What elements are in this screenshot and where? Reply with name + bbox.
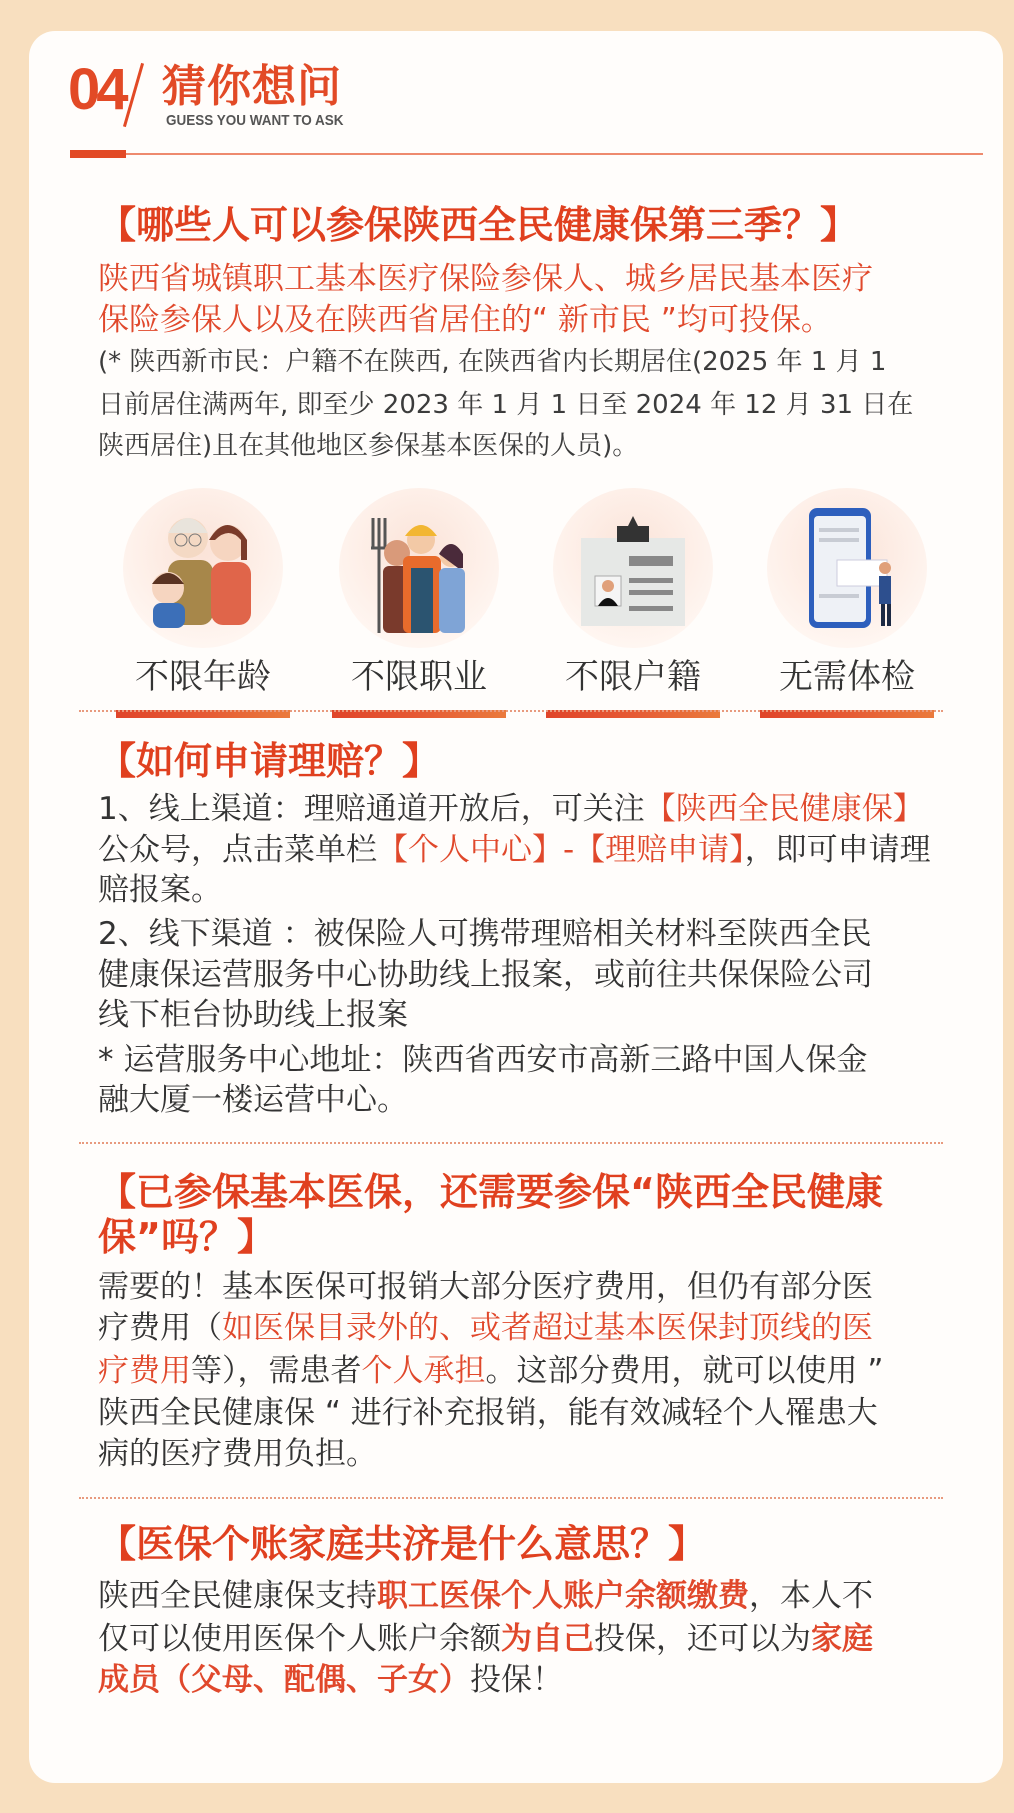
answer-text: 线下柜台协助线上报案 [98, 997, 408, 1033]
answer-text: * 运营服务中心地址：陕西省西安市高新三路中国人保金 [98, 1042, 868, 1078]
dotted-divider [79, 1497, 943, 1499]
question-title: 【如何申请理赔？】 [98, 739, 441, 783]
answer-text: 陕西省城镇职工基本医疗保险参保人、城乡居民基本医疗 [98, 261, 873, 297]
answer-text: 1、线上渠道：理赔通道开放后，可关注 [98, 791, 645, 827]
answer-line [98, 425, 638, 467]
highlight-text: 疗费用 [98, 1353, 191, 1389]
answer-text: 日前居住满两年, 即至少 2023 年 1 月 1 日至 2024 年 12 月 31 日在 [98, 390, 914, 420]
answer-line [98, 258, 873, 300]
highlight-text: 家庭 [811, 1621, 873, 1657]
answer-line [98, 384, 913, 426]
answer-text: 保险参保人以及在陕西省居住的“ 新市民 ”均可投保。 [98, 302, 832, 338]
highlight-text: 【陕西全民健康保】 [644, 791, 924, 827]
feature-item [757, 488, 937, 718]
answer-line [98, 1392, 878, 1434]
header-rule-accent [70, 150, 126, 158]
feature-item [329, 488, 509, 718]
dotted-divider [79, 710, 943, 712]
answer-line [98, 1433, 377, 1475]
answer-line [98, 869, 222, 911]
answer-line [98, 1307, 873, 1349]
answer-text: ，本人不 [749, 1578, 873, 1614]
answer-text: 2、线下渠道 ：被保险人可携带理赔相关材料至陕西全民 [98, 916, 872, 952]
feature-item [543, 488, 723, 718]
answer-text: ，即可申请理 [744, 832, 931, 868]
answer-line [98, 913, 872, 955]
answer-text: 等），需患者 [191, 1353, 362, 1389]
answer-line [98, 1618, 873, 1660]
feature-item [113, 488, 293, 718]
page-subtitle: GUESS YOU WANT TO ASK [166, 112, 344, 129]
answer-line [98, 954, 873, 996]
answer-line [98, 299, 832, 341]
answer-line [98, 341, 886, 383]
answer-text: 需要的！基本医保可报销大部分医疗费用，但仍有部分医 [98, 1269, 873, 1305]
answer-line [98, 994, 408, 1036]
highlight-text: 成员（父母、配偶、子女） [98, 1662, 470, 1698]
question-title: 【已参保基本医保，还需要参保“陕西全民健康 [98, 1170, 883, 1214]
answer-line [98, 1575, 873, 1617]
answer-text: 仅可以使用医保个人账户余额 [98, 1621, 501, 1657]
answer-line [98, 829, 931, 871]
highlight-text: 职工医保个人账户余额缴费 [377, 1578, 749, 1614]
header-rule [70, 153, 983, 155]
feature-label: 不限年龄 [135, 657, 271, 697]
feature-image [339, 488, 499, 648]
answer-text: 公众号，点击菜单栏 [98, 832, 377, 868]
answer-line [98, 1079, 408, 1121]
feature-image [767, 488, 927, 648]
answer-text: 陕西居住)且在其他地区参保基本医保的人员)。 [98, 431, 639, 461]
answer-line [98, 1350, 883, 1392]
question-title: 【医保个账家庭共济是什么意思？】 [98, 1522, 707, 1566]
answer-line [98, 1266, 873, 1308]
answer-line [98, 1659, 563, 1701]
answer-text: 投保！ [470, 1662, 563, 1698]
answer-text: 融大厦一楼运营中心。 [98, 1082, 408, 1118]
feature-image [553, 488, 713, 648]
highlight-text: 【个人中心】-【理赔申请】 [377, 832, 745, 868]
answer-text: 陕西全民健康保 “ 进行补充报销，能有效减轻个人罹患大 [98, 1395, 878, 1431]
answer-text: 健康保运营服务中心协助线上报案，或前往共保保险公司 [98, 957, 873, 993]
feature-label: 不限职业 [351, 657, 487, 697]
answer-text: 。这部分费用，就可以使用 ” [485, 1353, 884, 1389]
feature-label: 无需体检 [779, 657, 915, 697]
highlight-text: 个人承担 [361, 1353, 486, 1389]
feature-image [123, 488, 283, 648]
highlight-text: 如医保目录外的、或者超过基本医保封顶线的医 [222, 1310, 873, 1346]
answer-text: 病的医疗费用负担。 [98, 1436, 377, 1472]
highlight-text: 为自己 [501, 1621, 594, 1657]
answer-text: 投保，还可以为 [594, 1621, 811, 1657]
feature-label: 不限户籍 [565, 657, 701, 697]
section-number: 04 [68, 57, 125, 122]
answer-line [98, 788, 924, 830]
answer-text: 陕西全民健康保支持 [98, 1578, 377, 1614]
dotted-divider [79, 1142, 943, 1144]
answer-line [98, 1039, 867, 1081]
question-title: 保”吗？】 [98, 1215, 275, 1259]
answer-text: (* 陕西新市民：户籍不在陕西, 在陕西省内长期居住(2025 年 1 月 1 [98, 347, 887, 377]
answer-text: 疗费用（ [98, 1310, 222, 1346]
answer-text: 赔报案。 [98, 872, 222, 908]
question-title: 【哪些人可以参保陕西全民健康保第三季？】 [98, 203, 859, 247]
page-title: 猜你想问 [162, 61, 342, 112]
